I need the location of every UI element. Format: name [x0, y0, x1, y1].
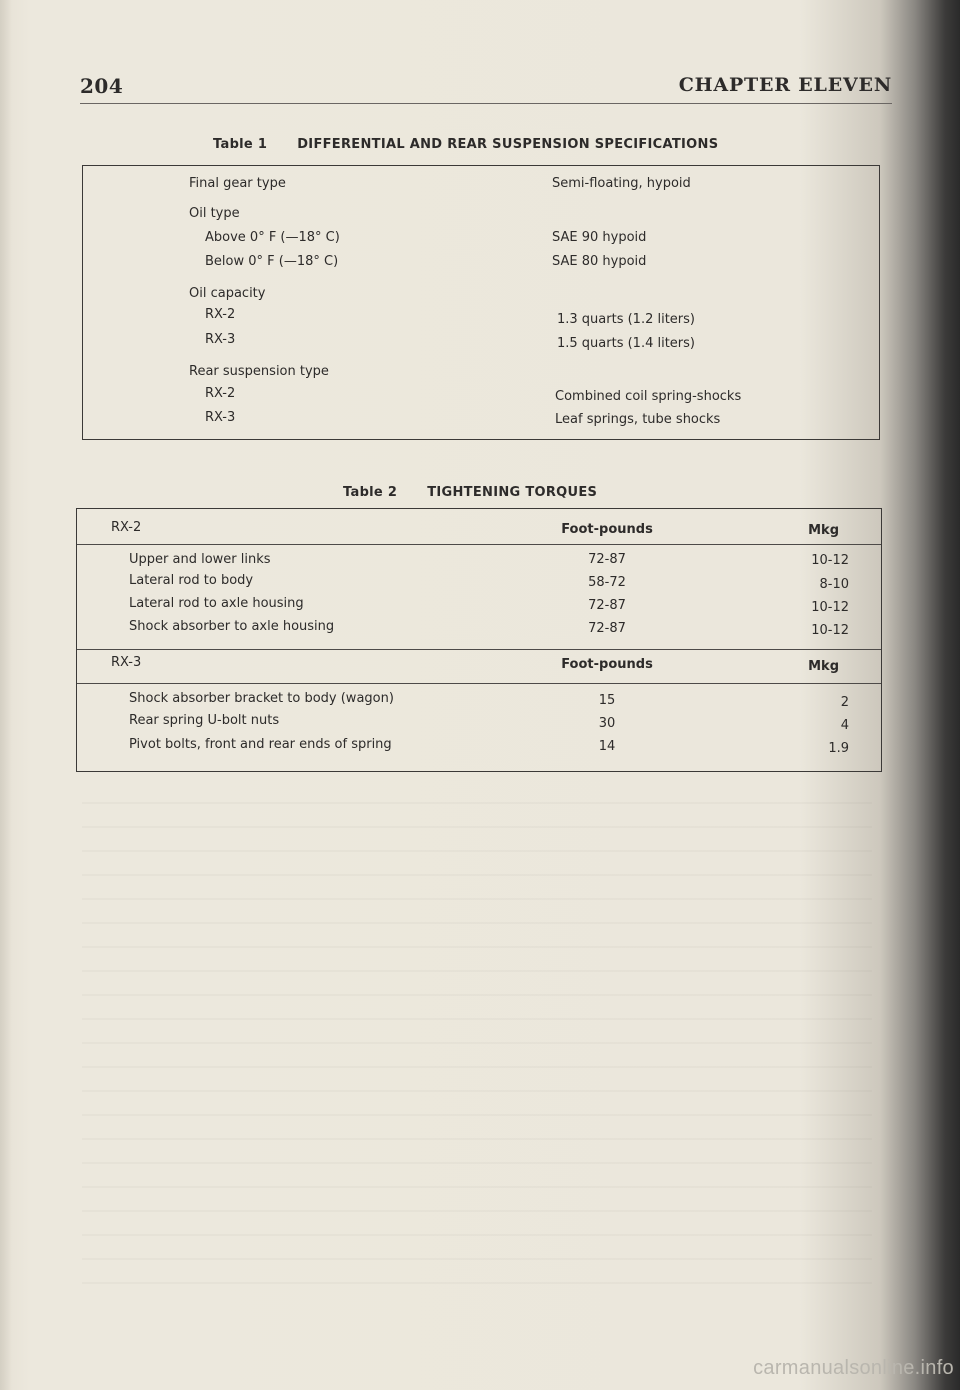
t1-label: RX-3: [205, 332, 236, 347]
t2-mkg: 10-12: [811, 553, 849, 568]
t2-ftlb: 30: [598, 716, 616, 731]
table1-label: Table 1: [213, 137, 268, 152]
t2-ftlb: 72-87: [588, 552, 626, 567]
t2-ftlb: 58-72: [588, 575, 626, 590]
t2-col-foot-pounds: Foot-pounds: [561, 522, 653, 537]
t1-value: SAE 80 hypoid: [552, 254, 647, 269]
t2-ftlb: 14: [598, 739, 616, 754]
t1-value: 1.5 quarts (1.4 liters): [557, 336, 695, 351]
t2-mkg: 4: [840, 718, 849, 733]
t1-label: Oil capacity: [189, 286, 266, 301]
t2-item: Shock absorber to axle housing: [129, 619, 335, 634]
t1-label: RX-2: [205, 307, 236, 322]
chapter-title: CHAPTER ELEVEN: [678, 74, 892, 96]
watermark-text[interactable]: carmanualsonline.info: [753, 1357, 954, 1379]
t2-item: Rear spring U-bolt nuts: [129, 713, 280, 728]
table2-caption: [343, 485, 597, 500]
table1-specifications: [82, 165, 880, 440]
t1-label: RX-3: [205, 410, 236, 425]
t2-item: Lateral rod to body: [129, 573, 254, 588]
t2-rule: [77, 544, 881, 545]
t2-ftlb: 15: [598, 693, 616, 708]
t2-col-foot-pounds: Foot-pounds: [561, 657, 653, 672]
page-edge-shadow: [0, 0, 12, 1390]
t2-mkg: 10-12: [811, 600, 849, 615]
t1-label: Above 0° F (—18° C): [205, 230, 340, 245]
t2-col-mkg: Mkg: [808, 523, 839, 538]
table1-caption: [213, 137, 718, 152]
t1-value: SAE 90 hypoid: [552, 230, 647, 245]
t2-mkg: 10-12: [811, 623, 849, 638]
t1-label: Oil type: [189, 206, 240, 221]
table2-torques: [76, 508, 882, 772]
t2-mkg: 8-10: [819, 577, 849, 592]
table2-title: TIGHTENING TORQUES: [427, 485, 598, 500]
t2-item: Shock absorber bracket to body (wagon): [129, 691, 394, 706]
page-header: [80, 72, 892, 104]
t2-item: Upper and lower links: [129, 552, 271, 567]
t2-col-mkg: Mkg: [808, 659, 839, 674]
t1-value: 1.3 quarts (1.2 liters): [557, 312, 695, 327]
t2-item: Lateral rod to axle housing: [129, 596, 304, 611]
t1-label: Final gear type: [189, 176, 286, 191]
t1-label: Rear suspension type: [189, 364, 329, 379]
t2-mkg: 2: [840, 695, 849, 710]
t1-value: Semi-floating, hypoid: [552, 176, 691, 191]
t2-rule: [77, 649, 881, 650]
t2-ftlb: 72-87: [588, 621, 626, 636]
t2-section-name: RX-2: [111, 520, 142, 535]
table2-label: Table 2: [343, 485, 398, 500]
t2-rule: [77, 683, 881, 684]
t2-mkg: 1.9: [828, 741, 849, 756]
t1-value: Leaf springs, tube shocks: [555, 412, 721, 427]
faint-bleedthrough-area: [82, 780, 872, 1300]
t2-ftlb: 72-87: [588, 598, 626, 613]
t1-label: Below 0° F (—18° C): [205, 254, 339, 269]
table1-title: DIFFERENTIAL AND REAR SUSPENSION SPECIFICATIONS: [297, 137, 719, 152]
t2-section-name: RX-3: [111, 655, 142, 670]
header-rule: [80, 103, 892, 104]
page-number: 204: [80, 74, 124, 98]
t1-label: RX-2: [205, 386, 236, 401]
t1-value: Combined coil spring-shocks: [555, 389, 742, 404]
t2-item: Pivot bolts, front and rear ends of spring: [129, 737, 392, 752]
